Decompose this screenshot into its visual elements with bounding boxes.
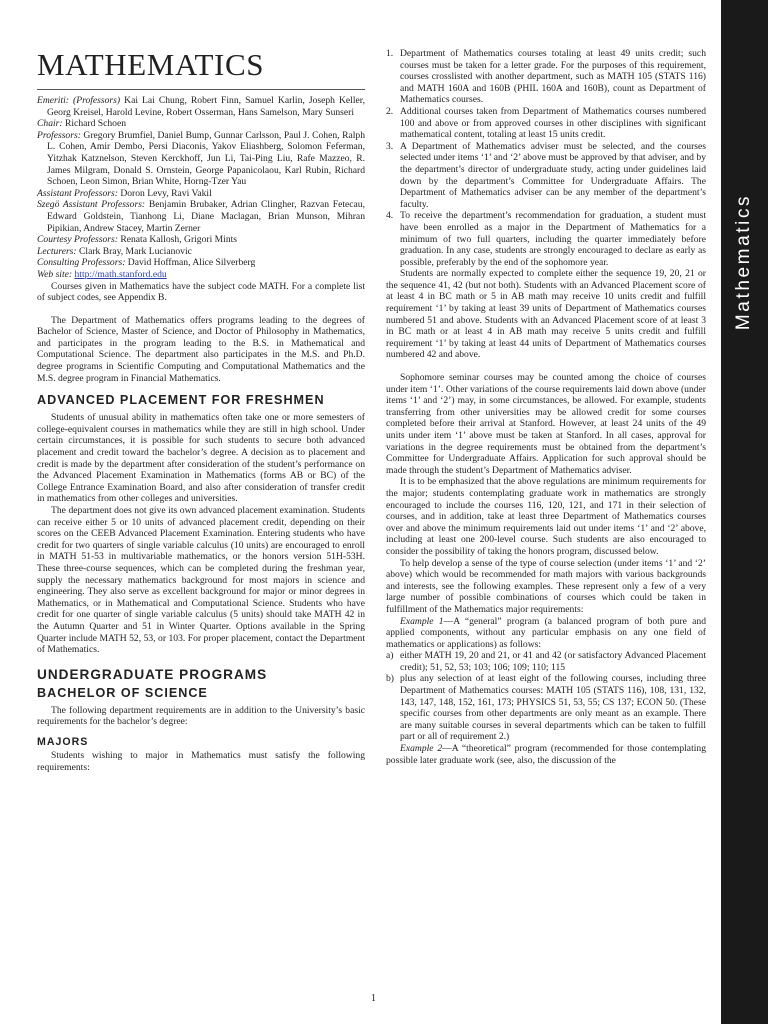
bs-paragraph: The following department requirements are in addition to the University’s basic requirements for the bachelor’s degree:: [37, 704, 365, 728]
courses-note: Courses given in Mathematics have the subject code MATH. For a complete list of subject codes, see Appendix B.: [37, 280, 365, 304]
list-item: 2. Additional courses taken from Department of Mathematics courses numbered 100 and above or from approved courses in other disciplines with significant mathematical content, totaling at least 15 units credit.: [386, 105, 706, 141]
requirements-list: [386, 48, 706, 268]
faculty-entry-lecturers: Lecturers: Clark Bray, Mark Lucianovic: [37, 245, 192, 257]
right-column: [386, 48, 706, 766]
faculty-entry-consulting: Consulting Professors: David Hoffman, Alice Silverberg: [37, 257, 256, 269]
faculty-entry-professors: Professors: Gregory Brumfiel, Daniel Bump, Gunnar Carlsson, Paul J. Cohen, Ralph L. Cohen, Amir Dembo, Persi Diaconis, Yakov Eliashberg, Solomon Feferman, Yitzhak Katznelson, Steven Kerckhoff, Jun Li, Tai-Ping Liu, Rafe Mazzeo, R. James Milgram, Donald S. Ornstein, George Papanicolaou, Karl Rubin, Richard Schoen, Leon Simon, Brian White, Horng-Tzer Yau: [37, 129, 365, 188]
side-tab-label: Mathematics: [733, 193, 754, 331]
ap-paragraph-1: Students of unusual ability in mathematics often take one or more semesters of college-equivalent courses in mathematics while they are still in high school. Under certain circumstances, it is possible for such students to secure both advanced placement and credit toward the bachelor’s degree. A decision as to placement and credit is made by the department after consideration of the student’s performance on the Advanced Placement Examination in Mathematics (forms AB or BC) of the College Entrance Examination Board, and also after consideration of transfer credit in mathematics from other colleges and universities.: [37, 412, 365, 505]
example-1-paragraph: Example 1—A “general” program (a balanced program of both pure and applied components, without any particular emphasis on any one field of mathematics or applications) as follows:: [386, 615, 706, 650]
ap-paragraph-2: The department does not give its own advanced placement examination. Students can receive either 5 or 10 units of advanced placement credit, depending on their scores on the CEEB Advanced Placement Examination. Entering students who have credit for two quarters of single variable calculus (10 units) are encouraged to enroll in MATH 51-53 in multivariable mathematics, or the honors version 51H-53H. These three-course sequences, which can be completed during the freshman year, supply the necessary mathematics background for most majors in science and engineering. They also serve as excellent background for major or minor degrees in Mathematics, or in Mathematical and Computational Science. Students who have credit for one quarter of single variable calculus (5 units) should take MATH 42 in the Autumn Quarter and 51 in Winter Quarter. Options available in the Spring Quarter include MATH 52, 53, or 103. For proper placement, contact the Department of Mathematics.: [37, 505, 365, 656]
list-item: b) plus any selection of at least eight of the following courses, including three Department of Mathematics courses: MATH 105 (STATS 116), 108, 131, 132, 143, 147, 148, 152, 161, 173; PHYSICS 51, 53, 55; CS 137; ECON 50. (These specific courses from other departments are only meant as an example. There are many suitable courses in several departments which can be taken to fulfill part or all of requirement 2.): [386, 673, 706, 743]
heading-undergraduate-programs: UNDERGRADUATE PROGRAMS: [37, 666, 268, 682]
majors-paragraph: Students wishing to major in Mathematics must satisfy the following requirements:: [37, 749, 365, 773]
sophomore-paragraph: Sophomore seminar courses may be counted among the choice of courses under item ‘1’. Other variations of the course requirements laid down above (under items ‘1’ and ‘2’) may, in some circumstances, be allowed. For example, students transferring from other universities may be allowed credit for some courses completed before their arrival at Stanford. However, at least 24 units of the 49 units under item ‘1’ above must be taken at Stanford. In all cases, approval for variations in the degree requirements must be obtained from the department’s Committee for Undergraduate Affairs. Application for such approval should be made through the student’s Department of Mathematics adviser.: [386, 372, 706, 476]
page-title: MATHEMATICS: [37, 47, 265, 82]
intro-paragraph: The Department of Mathematics offers programs leading to the degrees of Bachelor of Science, Master of Science, and Doctor of Philosophy in Mathematics, and participates in the program leading to the B.S. in Mathematical and Computational Science. The department also participates in the M.S. and Ph.D. degree programs in Scientific Computing and Computational Mathematics and the M.S. degree program in Financial Mathematics.: [37, 314, 365, 384]
heading-majors: MAJORS: [37, 735, 89, 748]
faculty-entry-assistant-professors: Assistant Professors: Doron Levy, Ravi Vakil: [37, 187, 212, 199]
faculty-list: [37, 95, 365, 281]
list-item: 4. To receive the department’s recommendation for graduation, a student must have been enrolled as a major in the Department of Mathematics for a minimum of two full quarters, including the quarter immediately before graduation. In any case, students are strongly encouraged to declare as early as possible, preferably by the end of the sophomore year.: [386, 210, 706, 268]
sequence-paragraph: Students are normally expected to complete either the sequence 19, 20, 21 or the sequence 41, 42 (but not both). Students with an Advanced Placement score of at least 4 in BC math or 5 in AB math may receive 10 units credit and fulfill requirement ‘1’ by taking at least 39 units of Department of Mathematics courses numbered 51 and above. Students with an Advanced Placement score of at least 3 in BC math or at least 4 in AB math may receive 5 units credit and fulfill requirement ‘1’ by taking at least 44 units of Department of Mathematics courses numbered 42 and above.: [386, 268, 706, 361]
page-number: 1: [371, 993, 376, 1004]
website-line: Web site: http://math.stanford.edu: [37, 268, 167, 280]
faculty-entry-courtesy: Courtesy Professors: Renata Kallosh, Grigori Mints: [37, 234, 238, 246]
heading-bachelor-of-science: BACHELOR OF SCIENCE: [37, 685, 208, 700]
list-item: a) either MATH 19, 20 and 21, or 41 and 42 (or satisfactory Advanced Placement credit); 51, 52, 53; 103; 106; 109; 110; 115: [386, 650, 706, 673]
help-paragraph: To help develop a sense of the type of course selection (under items ‘1’ and ‘2’ above) which would be recommended for math majors with various backgrounds and interests, see the following examples. These represent only a few of a very large number of possible combinations of courses which could be taken in fulfillment of the Mathematics major requirements:: [386, 557, 706, 615]
example-2-paragraph: Example 2—A “theoretical” program (recommended for those contemplating possible later graduate work (see, also, the discussion of the: [386, 743, 706, 766]
side-tab: [721, 0, 768, 1024]
list-item: 1. Department of Mathematics courses totaling at least 49 units credit; such courses must be taken for a letter grade. For the purposes of this requirement, courses crosslisted with another department, such as MATH 105 (STATS 116) and MATH 160A and 160B (PHIL 160A and 160B), count as Department of Mathematics courses.: [386, 48, 706, 106]
heading-advanced-placement: ADVANCED PLACEMENT FOR FRESHMEN: [37, 393, 325, 408]
faculty-entry-szego: Szegö Assistant Professors: Benjamin Brubaker, Adrian Clingher, Razvan Fetecau, Edward Goldstein, Tianhong Li, Diane Maclagan, Brian Munson, Mihran Pipikian, Andrew Stacey, Martin Zerner: [37, 199, 365, 234]
left-column: [37, 48, 365, 773]
emphasize-paragraph: It is to be emphasized that the above regulations are minimum requirements for the major; students contemplating graduate work in mathematics are strongly encouraged to include the courses 116, 120, 121, and 171 in their selection of courses, and in addition, take at least three Department of Mathematics courses over and above the minimum requirements laid out under items ‘1’ and ‘2’ above, including at least one 200-level course. Such students are also encouraged to consider the possibility of taking the honors program, discussed below.: [386, 476, 706, 557]
faculty-entry-chair: Chair: Richard Schoen: [37, 118, 127, 130]
title-rule: [37, 89, 365, 90]
faculty-entry-emeriti: Emeriti: (Professors) Kai Lai Chung, Robert Finn, Samuel Karlin, Joseph Keller, Georg Kreisel, Harold Levine, Robert Osserman, Hans Samelson, Mary Sunseri: [37, 95, 365, 118]
list-item: 3. A Department of Mathematics adviser must be selected, and the courses selected under items ‘1’ and ‘2’ above must be approved by that adviser, and by the department’s director of undergraduate study, acting under guidelines laid down by the department’s Committee for Undergraduate Affairs. The Department of Mathematics adviser can be any member of the department’s faculty.: [386, 140, 706, 210]
example-1-list: [386, 650, 706, 743]
website-link[interactable]: http://math.stanford.edu: [74, 268, 167, 280]
